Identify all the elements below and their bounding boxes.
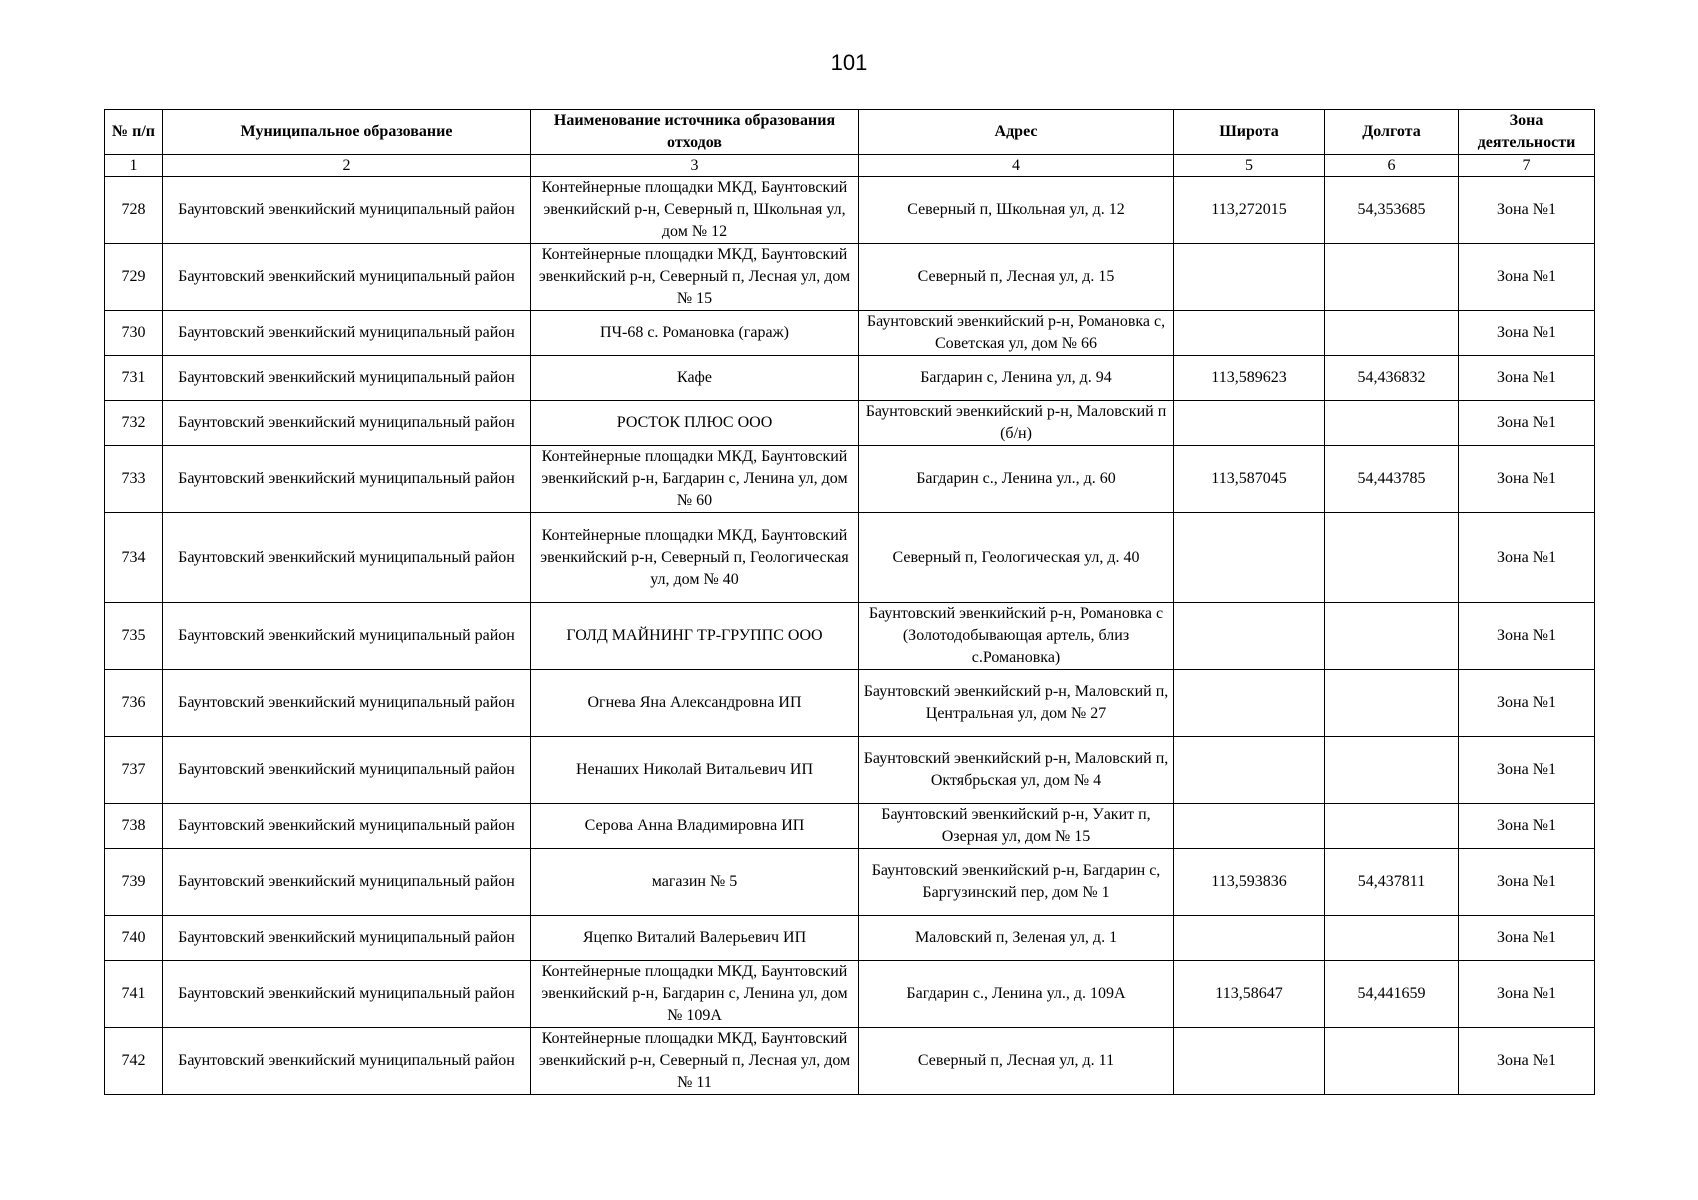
header-row	[105, 110, 1595, 155]
cell-zone: Зона №1	[1459, 244, 1595, 311]
table-row	[105, 670, 1595, 737]
cell-municipality: Баунтовский эвенкийский муниципальный район	[163, 1028, 531, 1095]
cell-num: 730	[105, 311, 163, 356]
cell-longitude	[1325, 737, 1459, 804]
cell-source: ПЧ-68 с. Романовка (гараж)	[531, 311, 859, 356]
cell-municipality: Баунтовский эвенкийский муниципальный район	[163, 244, 531, 311]
cell-address: Северный п, Лесная ул, д. 15	[859, 244, 1174, 311]
cell-zone: Зона №1	[1459, 356, 1595, 401]
cell-municipality: Баунтовский эвенкийский муниципальный район	[163, 177, 531, 244]
cell-source: Яцепко Виталий Валерьевич ИП	[531, 916, 859, 961]
cell-longitude: 54,353685	[1325, 177, 1459, 244]
cell-address: Баунтовский эвенкийский р-н, Маловский п (б/н)	[859, 401, 1174, 446]
cell-zone: Зона №1	[1459, 446, 1595, 513]
cell-num: 736	[105, 670, 163, 737]
cell-latitude	[1174, 916, 1325, 961]
cell-municipality: Баунтовский эвенкийский муниципальный район	[163, 513, 531, 603]
cell-latitude	[1174, 401, 1325, 446]
cell-latitude: 113,272015	[1174, 177, 1325, 244]
table-row	[105, 916, 1595, 961]
column-number-row	[105, 155, 1595, 177]
table-row	[105, 849, 1595, 916]
cell-zone: Зона №1	[1459, 513, 1595, 603]
cell-address: Багдарин с., Ленина ул., д. 60	[859, 446, 1174, 513]
cell-longitude	[1325, 670, 1459, 737]
cell-source: ГОЛД МАЙНИНГ ТР-ГРУППС ООО	[531, 603, 859, 670]
cell-zone: Зона №1	[1459, 737, 1595, 804]
column-number: 1	[105, 155, 163, 177]
header-municipality: Муниципальное образование	[163, 110, 531, 155]
cell-zone: Зона №1	[1459, 916, 1595, 961]
header-address: Адрес	[859, 110, 1174, 155]
cell-num: 733	[105, 446, 163, 513]
column-number: 3	[531, 155, 859, 177]
cell-source: Огнева Яна Александровна ИП	[531, 670, 859, 737]
cell-address: Северный п, Лесная ул, д. 11	[859, 1028, 1174, 1095]
cell-zone: Зона №1	[1459, 804, 1595, 849]
cell-longitude	[1325, 513, 1459, 603]
cell-longitude	[1325, 1028, 1459, 1095]
cell-longitude	[1325, 804, 1459, 849]
cell-source: Кафе	[531, 356, 859, 401]
header-num: № п/п	[105, 110, 163, 155]
table-row	[105, 401, 1595, 446]
cell-num: 734	[105, 513, 163, 603]
cell-source: Ненаших Николай Витальевич ИП	[531, 737, 859, 804]
table-row	[105, 603, 1595, 670]
header-source: Наименование источника образования отходов	[531, 110, 859, 155]
cell-zone: Зона №1	[1459, 849, 1595, 916]
cell-longitude	[1325, 401, 1459, 446]
cell-address: Баунтовский эвенкийский р-н, Романовка с, Советская ул, дом № 66	[859, 311, 1174, 356]
cell-latitude: 113,58647	[1174, 961, 1325, 1028]
cell-latitude	[1174, 244, 1325, 311]
cell-municipality: Баунтовский эвенкийский муниципальный район	[163, 356, 531, 401]
table-row	[105, 356, 1595, 401]
cell-address: Багдарин с., Ленина ул., д. 109А	[859, 961, 1174, 1028]
cell-source: Контейнерные площадки МКД, Баунтовский эвенкийский р-н, Северный п, Лесная ул, дом № 11	[531, 1028, 859, 1095]
cell-source: Контейнерные площадки МКД, Баунтовский эвенкийский р-н, Северный п, Лесная ул, дом № 15	[531, 244, 859, 311]
waste-sources-table	[104, 109, 1595, 1095]
header-longitude: Долгота	[1325, 110, 1459, 155]
cell-num: 729	[105, 244, 163, 311]
column-number: 4	[859, 155, 1174, 177]
cell-latitude: 113,589623	[1174, 356, 1325, 401]
column-number: 7	[1459, 155, 1595, 177]
cell-source: Серова Анна Владимировна ИП	[531, 804, 859, 849]
cell-latitude: 113,593836	[1174, 849, 1325, 916]
cell-address: Баунтовский эвенкийский р-н, Романовка с (Золотодобывающая артель, близ с.Романовка)	[859, 603, 1174, 670]
cell-municipality: Баунтовский эвенкийский муниципальный район	[163, 603, 531, 670]
cell-zone: Зона №1	[1459, 401, 1595, 446]
cell-address: Багдарин с, Ленина ул, д. 94	[859, 356, 1174, 401]
cell-longitude	[1325, 311, 1459, 356]
column-number: 2	[163, 155, 531, 177]
table-row	[105, 961, 1595, 1028]
cell-num: 735	[105, 603, 163, 670]
column-number: 5	[1174, 155, 1325, 177]
cell-address: Маловский п, Зеленая ул, д. 1	[859, 916, 1174, 961]
cell-zone: Зона №1	[1459, 1028, 1595, 1095]
cell-source: Контейнерные площадки МКД, Баунтовский эвенкийский р-н, Северный п, Геологическая ул, дом № 40	[531, 513, 859, 603]
header-zone: Зона деятельности	[1459, 110, 1595, 155]
cell-num: 739	[105, 849, 163, 916]
cell-longitude	[1325, 603, 1459, 670]
cell-zone: Зона №1	[1459, 961, 1595, 1028]
cell-source: Контейнерные площадки МКД, Баунтовский эвенкийский р-н, Багдарин с, Ленина ул, дом № 109А	[531, 961, 859, 1028]
table-row	[105, 311, 1595, 356]
cell-latitude	[1174, 804, 1325, 849]
table-row	[105, 737, 1595, 804]
cell-num: 728	[105, 177, 163, 244]
cell-address: Баунтовский эвенкийский р-н, Маловский п, Центральная ул, дом № 27	[859, 670, 1174, 737]
cell-longitude: 54,441659	[1325, 961, 1459, 1028]
cell-latitude	[1174, 670, 1325, 737]
cell-num: 732	[105, 401, 163, 446]
cell-longitude	[1325, 916, 1459, 961]
cell-source: Контейнерные площадки МКД, Баунтовский эвенкийский р-н, Багдарин с, Ленина ул, дом № 60	[531, 446, 859, 513]
cell-address: Баунтовский эвенкийский р-н, Уакит п, Озерная ул, дом № 15	[859, 804, 1174, 849]
cell-municipality: Баунтовский эвенкийский муниципальный район	[163, 670, 531, 737]
table-row	[105, 513, 1595, 603]
cell-num: 740	[105, 916, 163, 961]
cell-num: 741	[105, 961, 163, 1028]
cell-municipality: Баунтовский эвенкийский муниципальный район	[163, 401, 531, 446]
cell-source: РОСТОК ПЛЮС ООО	[531, 401, 859, 446]
cell-latitude	[1174, 603, 1325, 670]
table-row	[105, 804, 1595, 849]
cell-source: Контейнерные площадки МКД, Баунтовский эвенкийский р-н, Северный п, Школьная ул, дом № 12	[531, 177, 859, 244]
cell-address: Баунтовский эвенкийский р-н, Маловский п, Октябрьская ул, дом № 4	[859, 737, 1174, 804]
cell-num: 731	[105, 356, 163, 401]
cell-longitude: 54,437811	[1325, 849, 1459, 916]
cell-municipality: Баунтовский эвенкийский муниципальный район	[163, 849, 531, 916]
cell-latitude: 113,587045	[1174, 446, 1325, 513]
cell-num: 738	[105, 804, 163, 849]
cell-zone: Зона №1	[1459, 603, 1595, 670]
cell-longitude: 54,436832	[1325, 356, 1459, 401]
cell-num: 742	[105, 1028, 163, 1095]
cell-source: магазин № 5	[531, 849, 859, 916]
cell-zone: Зона №1	[1459, 670, 1595, 737]
header-latitude: Широта	[1174, 110, 1325, 155]
cell-latitude	[1174, 737, 1325, 804]
table-row	[105, 446, 1595, 513]
cell-num: 737	[105, 737, 163, 804]
cell-latitude	[1174, 311, 1325, 356]
cell-longitude: 54,443785	[1325, 446, 1459, 513]
table-row	[105, 244, 1595, 311]
table-row	[105, 1028, 1595, 1095]
cell-longitude	[1325, 244, 1459, 311]
cell-latitude	[1174, 513, 1325, 603]
table-row	[105, 177, 1595, 244]
cell-municipality: Баунтовский эвенкийский муниципальный район	[163, 804, 531, 849]
cell-zone: Зона №1	[1459, 311, 1595, 356]
cell-municipality: Баунтовский эвенкийский муниципальный район	[163, 311, 531, 356]
cell-municipality: Баунтовский эвенкийский муниципальный район	[163, 916, 531, 961]
cell-municipality: Баунтовский эвенкийский муниципальный район	[163, 961, 531, 1028]
cell-municipality: Баунтовский эвенкийский муниципальный район	[163, 737, 531, 804]
cell-municipality: Баунтовский эвенкийский муниципальный район	[163, 446, 531, 513]
cell-latitude	[1174, 1028, 1325, 1095]
cell-address: Северный п, Геологическая ул, д. 40	[859, 513, 1174, 603]
cell-address: Баунтовский эвенкийский р-н, Багдарин с, Баргузинский пер, дом № 1	[859, 849, 1174, 916]
cell-address: Северный п, Школьная ул, д. 12	[859, 177, 1174, 244]
column-number: 6	[1325, 155, 1459, 177]
page-number: 101	[830, 50, 868, 75]
cell-zone: Зона №1	[1459, 177, 1595, 244]
